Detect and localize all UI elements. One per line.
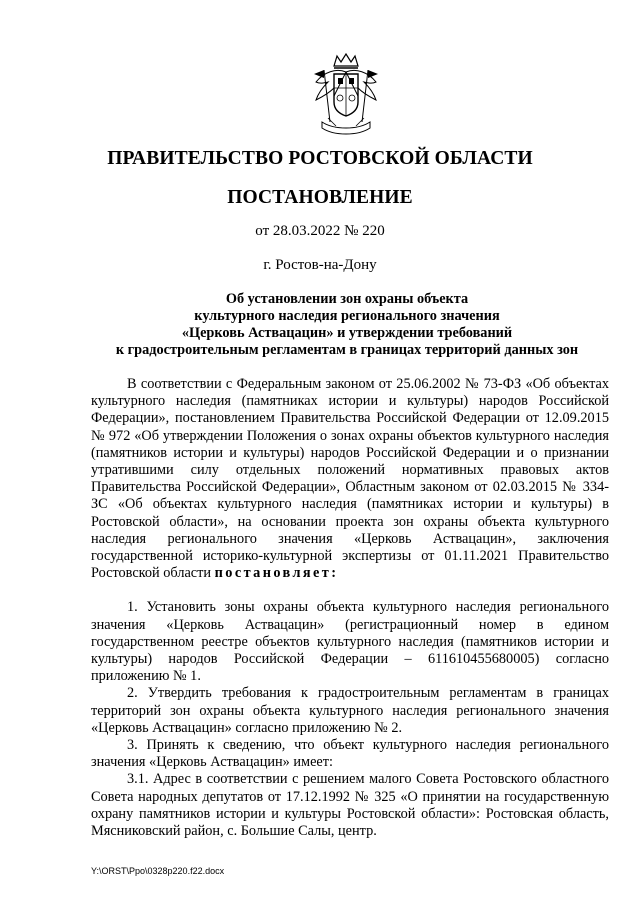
- document-heading: [82, 291, 612, 359]
- heading-line: к градостроительным регламентам в границах территорий данных зон: [115, 342, 579, 358]
- heading-line: культурного наследия регионального значения: [194, 308, 500, 324]
- heading-line: «Церковь Аствацацин» и утверждении требований: [181, 325, 513, 341]
- clause-3: 3. Принять к сведению, что объект культурного наследия регионального значения «Церковь Аствацацин» имеет:: [91, 737, 609, 771]
- coat-of-arms-emblem: [310, 52, 382, 138]
- coat-of-arms-icon: [310, 52, 382, 138]
- heading-line: Об установлении зон охраны объекта: [225, 291, 469, 307]
- document-date-number: от 28.03.2022 № 220: [255, 223, 385, 239]
- document-city: г. Ростов-на-Дону: [263, 257, 377, 273]
- document-type-title: ПОСТАНОВЛЕНИЕ: [227, 187, 413, 208]
- decree-word: постановляет:: [214, 565, 339, 582]
- clause-3-1: 3.1. Адрес в соответствии с решением малого Совета Ростовского областного Совета народных депутатов от 17.12.1992 № 325 «О принятии на государственную охрану памятников истории и культуры Ростовской области»: Ростовская область, Мясниковский район, с. Большие Салы, центр.: [91, 771, 609, 840]
- clause-1: 1. Установить зоны охраны объекта культурного наследия регионального значения «Церковь Аствацацин» (регистрационный номер в едином государственном реестре объектов культурного наследия (памятников истории и культуры) народов Российской Федерации – 611610455680005) согласно приложению № 1.: [91, 599, 609, 685]
- document-body: [91, 376, 609, 840]
- clause-2: 2. Утвердить требования к градостроительным регламентам в границах территорий зон охраны объекта культурного наследия регионального значения «Церковь Аствацацин» согласно приложению № 2.: [91, 685, 609, 736]
- preamble-paragraph: [91, 376, 609, 582]
- organization-title: ПРАВИТЕЛЬСТВО РОСТОВСКОЙ ОБЛАСТИ: [107, 148, 533, 169]
- file-path-footer: Y:\ORST\Ppo\0328p220.f22.docx: [91, 866, 225, 876]
- preamble-text: В соответствии с Федеральным законом от 25.06.2002 № 73-ФЗ «Об объектах культурного наследия (памятниках истории и культуры) народов Российской Федерации», постановлением Правительства Российской Федерации от 12.09.2015 № 972 «Об утверждении Положения о зонах охраны объектов культурного наследия (памятников истории и культуры) народов Российской Федерации и о признании утратившими силу отдельных положений нормативных правовых актов Правительства Российской Федерации», Областным законом от 02.03.2015 № 334-ЗС «Об объектах культурного наследия (памятниках истории и культуры) в Ростовской области», на основании проекта зон охраны объекта культурного наследия регионального значения «Церковь Аствацацин», заключения государственной историко-культурной экспертизы от 01.11.2021 Правительство Ростовской области: [91, 376, 609, 582]
